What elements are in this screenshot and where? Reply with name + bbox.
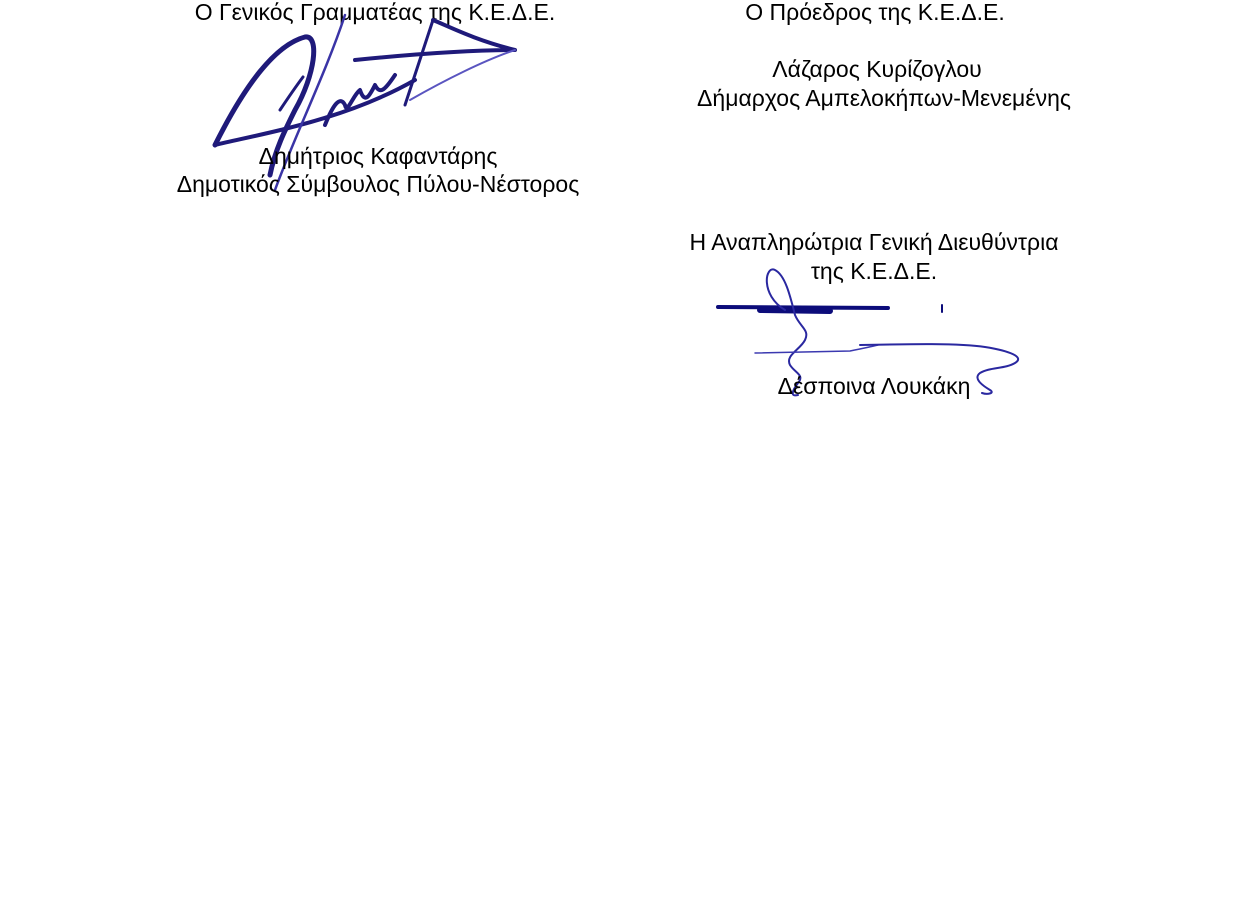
secretary-general-title: Δημοτικός Σύμβουλος Πύλου-Νέστορος (176, 171, 580, 197)
deputy-director-role: Η Αναπληρώτρια Γενική Διευθύντρια (689, 229, 1059, 255)
president-title: Δήμαρχος Αμπελοκήπων-Μενεμένης (697, 85, 1071, 111)
president-role: Ο Πρόεδρος της Κ.Ε.Δ.Ε. (745, 0, 1005, 25)
secretary-general-role: Ο Γενικός Γραμματέας της Κ.Ε.Δ.Ε. (194, 0, 556, 25)
president-name: Λάζαρος Κυρίζογλου (772, 56, 982, 82)
deputy-director-name: Δέσποινα Λουκάκη (777, 373, 971, 399)
secretary-general-name: Δημήτριος Καφαντάρης (258, 143, 498, 169)
deputy-director-role-line2: της Κ.Ε.Δ.Ε. (810, 258, 938, 284)
